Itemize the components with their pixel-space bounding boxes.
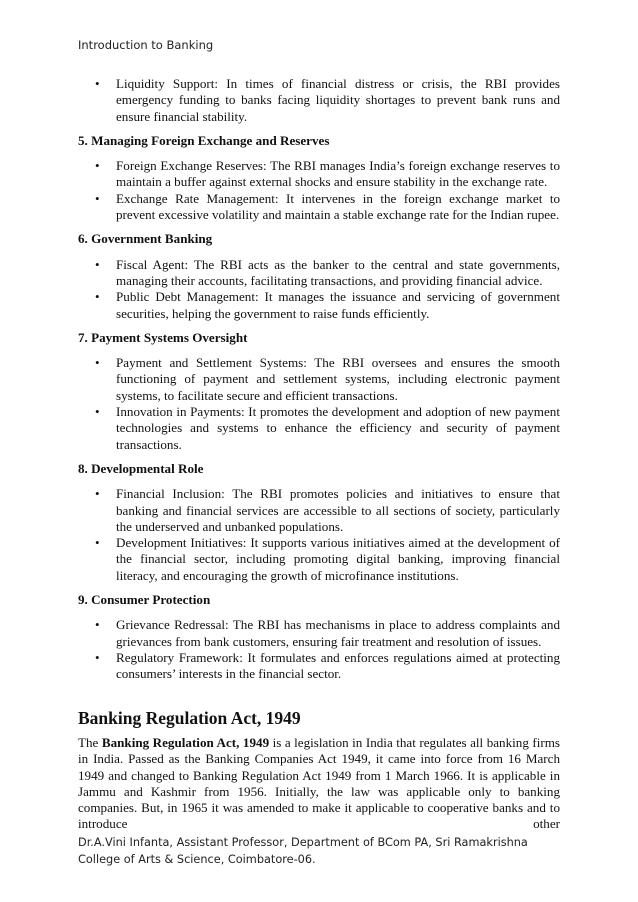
act-para-prefix: The bbox=[78, 735, 102, 750]
list-item: • Public Debt Management: It manages the issuance and servicing of government securities, helping the government to raise funds efficiently. bbox=[78, 289, 560, 322]
act-section-title: Banking Regulation Act, 1949 bbox=[78, 708, 301, 728]
bullet-list bbox=[78, 486, 560, 584]
section-heading: 6. Government Banking bbox=[78, 231, 213, 247]
list-item: • Foreign Exchange Reserves: The RBI manages India’s foreign exchange reserves to maintain a buffer against external shocks and ensure stability in the exchange rate. bbox=[78, 158, 560, 191]
act-para-bold: Banking Regulation Act, 1949 bbox=[101, 735, 270, 750]
list-item: • Regulatory Framework: It formulates and enforces regulations aimed at protecting consumers’ interests in the financial sector. bbox=[78, 650, 560, 683]
list-item: • Innovation in Payments: It promotes the development and adoption of new payment technologies and systems to enhance the efficiency and security of payment transactions. bbox=[78, 404, 560, 453]
list-item: • Fiscal Agent: The RBI acts as the banker to the central and state governments, managing their accounts, facilitating transactions, and providing financial advice. bbox=[78, 257, 560, 290]
section-9 bbox=[78, 592, 560, 682]
section-8 bbox=[78, 461, 560, 584]
page-footer: Dr.A.Vini Infanta, Assistant Professor, Department of BCom PA, Sri Ramakrishna College of Arts & Science, Coimbatore-06. bbox=[78, 836, 528, 866]
section-6 bbox=[78, 231, 560, 321]
section-heading: 7. Payment Systems Oversight bbox=[78, 329, 248, 345]
list-item: • Exchange Rate Management: It intervenes in the foreign exchange market to prevent excessive volatility and maintain a stable exchange rate for the Indian rupee. bbox=[78, 191, 560, 224]
bullet-list bbox=[78, 158, 560, 223]
list-item: • Development Initiatives: It supports various initiatives aimed at the development of the financial sector, including promoting digital banking, improving financial literacy, and encouraging the growth of microfinance institutions. bbox=[78, 535, 560, 584]
list-item: • Financial Inclusion: The RBI promotes policies and initiatives to ensure that banking and financial services are accessible to all sections of society, particularly the underserved and unbanked populations. bbox=[78, 486, 560, 535]
list-item: • Liquidity Support: In times of financial distress or crisis, the RBI provides emergency funding to banks facing liquidity shortages to prevent bank runs and ensure financial stability. bbox=[78, 76, 560, 125]
page-header: Introduction to Banking bbox=[78, 38, 214, 52]
list-item: • Payment and Settlement Systems: The RBI oversees and ensures the smooth functioning of payment and settlement systems, including electronic payment systems, to facilitate secure and efficient transactions. bbox=[78, 355, 560, 404]
act-para-rest: is a legislation in India that regulates all banking firms in India. Passed as the Banking Companies Act 1949, it came into force from 16 March 1949 and changed to Banking Regulation Act 1949 from 1 March 1966. It is applicable in Jammu and Kashmir from 1956. Initially, the law was applicable only to banking companies. But, in 1965 it was amended to make it applicable to cooperative banks and to introduce other bbox=[78, 735, 561, 832]
section-heading: 9. Consumer Protection bbox=[78, 592, 211, 608]
document-body bbox=[78, 76, 561, 832]
section-5 bbox=[78, 133, 560, 223]
section-heading: 5. Managing Foreign Exchange and Reserves bbox=[78, 132, 330, 148]
section-heading: 8. Developmental Role bbox=[78, 460, 204, 476]
bullet-list bbox=[78, 76, 560, 125]
list-item: • Grievance Redressal: The RBI has mechanisms in place to address complaints and grievances from bank customers, ensuring fair treatment and resolution of issues. bbox=[78, 617, 560, 650]
bullet-list bbox=[78, 355, 560, 453]
bullet-list bbox=[78, 617, 560, 682]
bullet-list bbox=[78, 257, 560, 322]
act-paragraph bbox=[78, 735, 560, 833]
section-7 bbox=[78, 330, 560, 453]
